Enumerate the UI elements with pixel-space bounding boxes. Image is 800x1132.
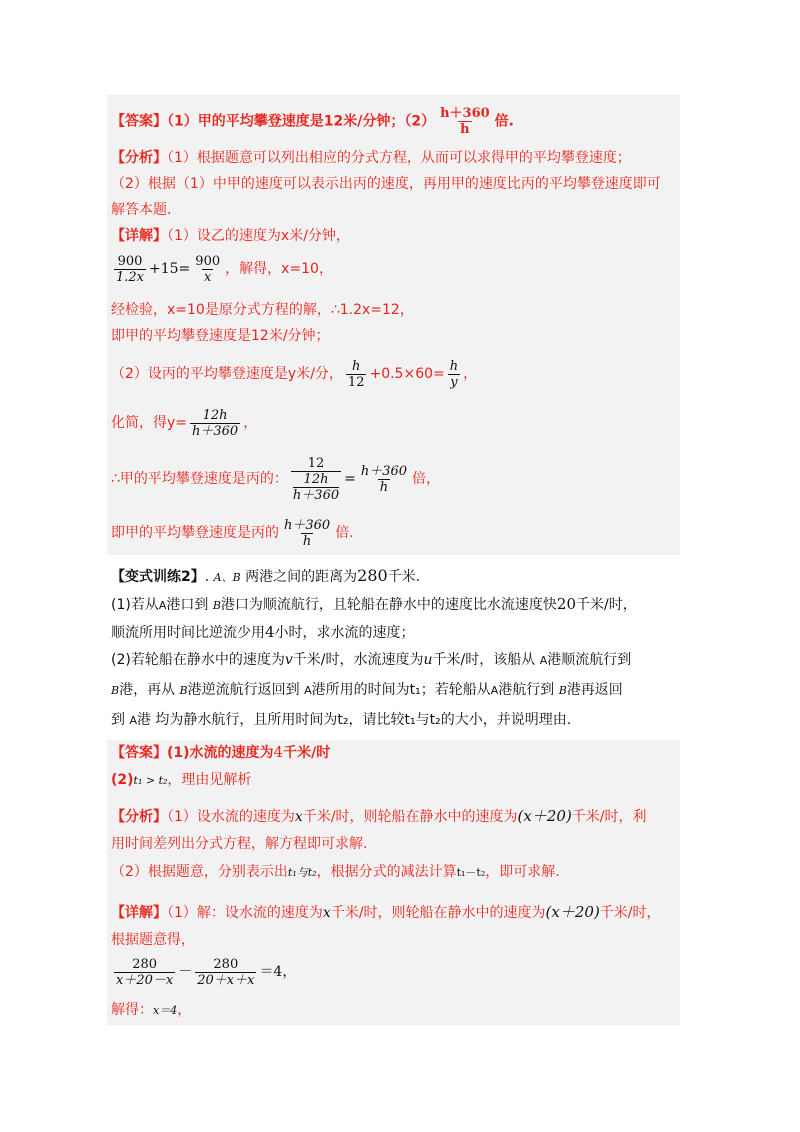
analysis-line-2: （2）根据（1）中甲的速度可以表示出丙的速度，再用甲的速度比丙的平均攀登速度即可	[111, 176, 661, 192]
equation-line-1: $\frac{900}{1.2x}$ +15= $\frac{900}{x}$ ，解得，x=10，	[116, 253, 333, 285]
variant-title: 【变式训练2】	[111, 569, 205, 585]
variant-detail-line-2: 根据题意得，	[111, 932, 195, 948]
variant-analysis-line-1: 【分析】（1）设水流的速度为x千米/时，则轮船在静水中的速度为(x＋20)千米/时，利	[111, 807, 647, 825]
check-line: 经检验，x=10是原分式方程的解，∴1.2x=12，	[111, 302, 414, 318]
question1-line-1: (1)若从A港口到 B港口为顺流航行，且轮船在静水中的速度比水流速度快20千米/时，	[111, 595, 637, 613]
final-line: 即甲的平均攀登速度是丙的 $\frac{h+360}{h}$ 倍.	[111, 517, 354, 549]
simplify-line: 化简，得y= $\frac{12h}{h+360}$ ，	[111, 407, 258, 439]
part2-line: （2）设丙的平均攀登速度是y米/分， $\frac{h}{12}$ +0.5×60= $\frac{h}{y}$ ，	[111, 358, 478, 390]
variant-title-line: 【变式训练2】. A、B 两港之间的距离为280千米.	[111, 566, 421, 585]
answer-fraction: $\frac{h+360}{h}$	[440, 106, 490, 137]
analysis-line-1: 【分析】（1）根据题意可以列出相应的分式方程，从而可以求得甲的平均攀登速度；	[111, 150, 631, 166]
ratio-line: ∴甲的平均攀登速度是丙的： 12 12h h＋360 = $\frac{h+360}{h}$ 倍，	[111, 455, 441, 503]
variant-equation-line: $\frac{280}{x+20-x}$ － $\frac{280}{20+x+x}$ ＝4，	[116, 956, 297, 988]
variant-answer-line-2: (2)t₁ > t₂，理由见解析	[111, 772, 252, 788]
variant-solve-line: 解得：x＝4，	[111, 1002, 192, 1018]
variant-analysis-line-2: 用时间差列出分式方程，解方程即可求解.	[111, 836, 368, 852]
question2-line-1: (2)若轮船在静水中的速度为v千米/时，水流速度为u千米/时，该船从 A港顺流航行到	[111, 652, 632, 668]
speed-line: 即甲的平均攀登速度是12米/分钟；	[111, 328, 330, 344]
variant-detail-line-1: 【详解】（1）解：设水流的速度为x千米/时，则轮船在静水中的速度为(x＋20)千米/时，	[111, 903, 661, 921]
question2-line-2: B港，再从 B港逆流航行返回到 A港所用的时间为t₁；若轮船从A港航行到 B港再返回	[111, 682, 623, 698]
variant-analysis-line-3: （2）根据题意，分别表示出t₁与t₂，根据分式的减法计算t₁－t₂，即可求解.	[111, 864, 560, 880]
detail-line-1: 【详解】（1）设乙的速度为x米/分钟，	[111, 228, 350, 244]
question2-line-3: 到 A港 均为静水航行，且所用时间为t₂，请比较t₁与t₂的大小，并说明理由.	[111, 712, 572, 728]
analysis-line-3: 解答本题.	[111, 202, 172, 218]
answer-line: 【答案】（1）甲的平均攀登速度是12米/分钟；（2） $\frac{h+360}{h}$ 倍.	[111, 106, 514, 137]
question1-line-2: 顺流所用时间比逆流少用4小时，求水流的速度；	[111, 623, 415, 641]
variant-answer-line-1: 【答案】(1)水流的速度为4千米/时	[111, 743, 331, 761]
